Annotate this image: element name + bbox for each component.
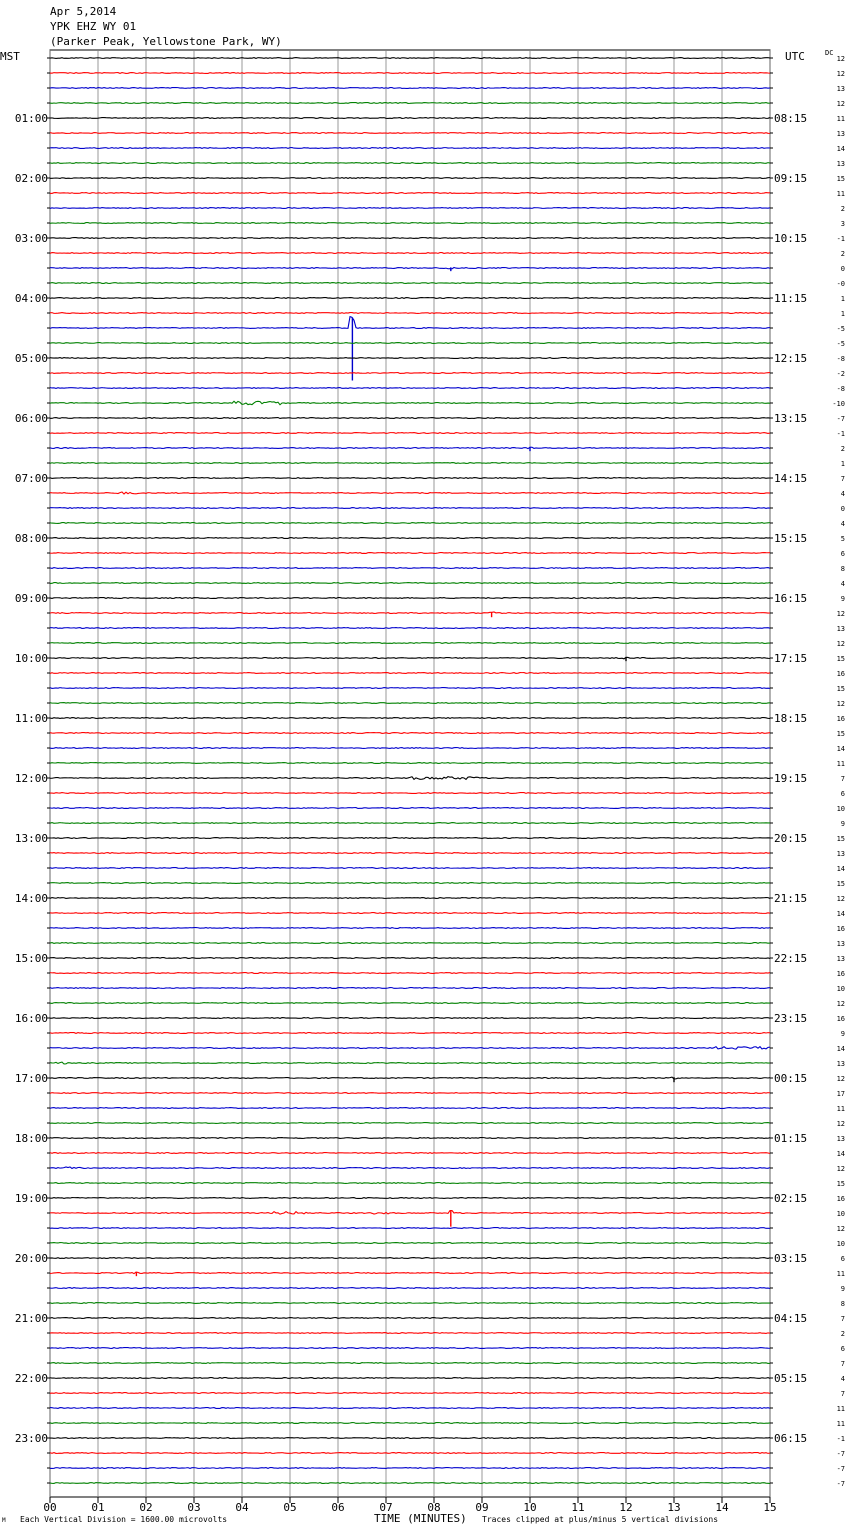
dc-offset-value: 4 — [840, 520, 845, 528]
left-hour-label: 23:00 — [14, 1432, 48, 1445]
clip-note: Traces clipped at plus/minus 5 vertical divisions — [482, 1515, 719, 1524]
left-hour-label: 12:00 — [14, 772, 48, 785]
left-hour-label: 21:00 — [14, 1312, 48, 1325]
trace-line — [50, 612, 770, 613]
trace-line — [50, 763, 770, 764]
dc-offset-value: 12 — [836, 70, 845, 78]
dc-offset-value: -0 — [836, 280, 845, 288]
dc-offset-value: 11 — [836, 115, 845, 123]
date-label: Apr 5,2014 — [50, 5, 117, 18]
right-hour-label: 13:15 — [774, 412, 808, 425]
dc-offset-value: 15 — [836, 730, 845, 738]
dc-offset-value: -8 — [836, 385, 845, 393]
dc-offset-value: 7 — [840, 1315, 845, 1323]
x-tick-label: 06 — [331, 1501, 345, 1514]
dc-offset-value: 13 — [836, 130, 845, 138]
trace-line — [50, 418, 770, 419]
trace-line — [50, 1108, 770, 1109]
dc-offset-value: 12 — [836, 1225, 845, 1233]
left-hour-label: 03:00 — [14, 232, 48, 245]
dc-offset-value: 11 — [836, 190, 845, 198]
trace-line — [50, 688, 770, 689]
dc-offset-value: 16 — [836, 970, 845, 978]
dc-offset-value: 16 — [836, 670, 845, 678]
left-hour-label: 09:00 — [14, 592, 48, 605]
trace-line — [50, 703, 770, 704]
left-hour-label: 14:00 — [14, 892, 48, 905]
dc-offset-value: 10 — [836, 985, 845, 993]
right-hour-label: 16:15 — [774, 592, 808, 605]
trace-line — [50, 283, 770, 284]
trace-line — [50, 1288, 770, 1289]
dc-offset-value: 6 — [840, 1255, 845, 1263]
dc-offset-value: 0 — [840, 265, 845, 273]
dc-offset-value: 4 — [840, 1375, 845, 1383]
trace-line — [50, 1258, 770, 1259]
trace-line — [50, 1062, 770, 1064]
trace-line — [50, 1483, 770, 1484]
trace-line — [50, 253, 770, 254]
dc-offset-value: -1 — [836, 1435, 845, 1443]
dc-offset-value: 12 — [836, 640, 845, 648]
dc-offset-value: 9 — [840, 820, 845, 828]
trace-line — [50, 988, 770, 989]
trace-line — [50, 148, 770, 149]
trace-line — [50, 313, 770, 314]
dc-offset-value: 1 — [840, 310, 845, 318]
trace-line — [50, 508, 770, 509]
right-hour-label: 23:15 — [774, 1012, 808, 1025]
trace-line — [50, 103, 770, 104]
trace-line — [50, 838, 770, 839]
right-hour-label: 05:15 — [774, 1372, 808, 1385]
station-label: YPK EHZ WY 01 — [50, 20, 137, 33]
trace-line — [50, 1183, 770, 1184]
trace-line — [50, 598, 770, 599]
dc-offset-value: 11 — [836, 1405, 845, 1413]
dc-offset-value: 4 — [840, 490, 845, 498]
dc-offset-value: 2 — [840, 205, 845, 213]
right-hour-label: 08:15 — [774, 112, 808, 125]
left-hour-label: 02:00 — [14, 172, 48, 185]
x-tick-label: 05 — [283, 1501, 297, 1514]
trace-line — [50, 343, 770, 344]
trace-line — [50, 358, 770, 359]
trace-line — [50, 628, 770, 629]
dc-offset-value: -7 — [836, 415, 845, 423]
dc-offset-value: 16 — [836, 715, 845, 723]
x-tick-label: 01 — [91, 1501, 105, 1514]
dc-offset-value: 11 — [836, 760, 845, 768]
trace-line — [50, 223, 770, 224]
left-hour-label: 10:00 — [14, 652, 48, 665]
x-axis-title: TIME (MINUTES) — [374, 1512, 467, 1525]
trace-line — [50, 958, 770, 959]
dc-offset-header: DC — [825, 49, 834, 57]
trace-line — [50, 1378, 770, 1379]
dc-offset-value: 9 — [840, 1030, 845, 1038]
dc-offset-value: 2 — [840, 445, 845, 453]
dc-offset-value: 12 — [836, 700, 845, 708]
right-hour-label: 14:15 — [774, 472, 808, 485]
trace-line — [50, 88, 770, 89]
right-hour-label: 00:15 — [774, 1072, 808, 1085]
right-hour-label: 21:15 — [774, 892, 808, 905]
dc-offset-value: 17 — [836, 1090, 845, 1098]
dc-offset-value: 12 — [836, 100, 845, 108]
left-hour-label: 20:00 — [14, 1252, 48, 1265]
dc-offset-value: 5 — [840, 535, 845, 543]
dc-offset-value: 10 — [836, 1210, 845, 1218]
trace-line — [50, 401, 770, 404]
trace-line — [50, 178, 770, 179]
trace-line — [50, 447, 770, 449]
dc-offset-value: 12 — [836, 1165, 845, 1173]
dc-offset-value: 9 — [840, 595, 845, 603]
trace-line — [50, 523, 770, 524]
right-hour-label: 04:15 — [774, 1312, 808, 1325]
dc-offset-value: 13 — [836, 940, 845, 948]
x-tick-label: 15 — [763, 1501, 777, 1514]
dc-offset-value: 1 — [840, 295, 845, 303]
trace-line — [50, 1468, 770, 1469]
trace-line — [50, 1211, 770, 1215]
dc-offset-value: 2 — [840, 250, 845, 258]
trace-line — [50, 1153, 770, 1154]
trace-line — [50, 1077, 770, 1079]
trace-line — [50, 1123, 770, 1124]
left-hour-label: 11:00 — [14, 712, 48, 725]
trace-line — [50, 1438, 770, 1439]
right-hour-label: 15:15 — [774, 532, 808, 545]
dc-offset-value: -5 — [836, 340, 845, 348]
left-hour-label: 16:00 — [14, 1012, 48, 1025]
trace-line — [50, 1363, 770, 1364]
trace-line — [50, 118, 770, 119]
trace-line — [50, 657, 770, 659]
dc-offset-value: 8 — [840, 565, 845, 573]
trace-line — [50, 238, 770, 239]
trace-line — [50, 718, 770, 719]
dc-offset-value: 14 — [836, 910, 845, 918]
dc-offset-value: 13 — [836, 955, 845, 963]
right-hour-label: 12:15 — [774, 352, 808, 365]
left-hour-label: 05:00 — [14, 352, 48, 365]
dc-offset-value: -1 — [836, 235, 845, 243]
right-hour-label: 10:15 — [774, 232, 808, 245]
scale-note: Each Vertical Division = 1600.00 microvolts — [20, 1515, 228, 1524]
trace-line — [50, 973, 770, 974]
trace-line — [50, 478, 770, 479]
dc-offset-value: 11 — [836, 1105, 845, 1113]
left-hour-label: 07:00 — [14, 472, 48, 485]
x-tick-label: 02 — [139, 1501, 153, 1514]
trace-line — [50, 868, 770, 869]
left-hour-label: 13:00 — [14, 832, 48, 845]
dc-offset-value: 16 — [836, 1195, 845, 1203]
trace-line — [50, 777, 770, 780]
dc-offset-value: 2 — [840, 1330, 845, 1338]
left-hour-label: 15:00 — [14, 952, 48, 965]
dc-offset-value: 3 — [840, 220, 845, 228]
dc-offset-value: 15 — [836, 685, 845, 693]
x-tick-label: 04 — [235, 1501, 249, 1514]
trace-line — [50, 1348, 770, 1349]
x-tick-label: 14 — [715, 1501, 729, 1514]
dc-offset-value: 15 — [836, 655, 845, 663]
dc-offset-value: -10 — [832, 400, 845, 408]
corner-mark: M — [2, 1517, 6, 1524]
trace-line — [50, 898, 770, 899]
dc-offset-value: 6 — [840, 790, 845, 798]
dc-offset-value: -2 — [836, 370, 845, 378]
dc-offset-value: 15 — [836, 1180, 845, 1188]
trace-line — [50, 388, 770, 389]
trace-line — [50, 1318, 770, 1319]
dc-offset-value: 12 — [836, 1120, 845, 1128]
trace-line — [50, 733, 770, 734]
right-hour-label: 20:15 — [774, 832, 808, 845]
dc-offset-value: -7 — [836, 1450, 845, 1458]
left-hour-label: 18:00 — [14, 1132, 48, 1145]
dc-offset-value: -8 — [836, 355, 845, 363]
trace-line — [50, 163, 770, 164]
dc-offset-value: 15 — [836, 880, 845, 888]
trace-line — [50, 1198, 770, 1199]
left-timezone-label: MST — [0, 50, 20, 63]
dc-offset-value: 1 — [840, 460, 845, 468]
dc-offset-value: 13 — [836, 85, 845, 93]
plot-frame — [50, 50, 770, 1497]
dc-offset-value: 15 — [836, 835, 845, 843]
dc-offset-value: 16 — [836, 1015, 845, 1023]
dc-offset-value: 13 — [836, 160, 845, 168]
trace-line — [50, 1393, 770, 1394]
dc-offset-value: 7 — [840, 1360, 845, 1368]
location-label: (Parker Peak, Yellowstone Park, WY) — [50, 35, 282, 48]
trace-line — [50, 1408, 770, 1409]
right-hour-label: 03:15 — [774, 1252, 808, 1265]
trace-line — [50, 943, 770, 944]
trace-line — [50, 553, 770, 554]
dc-offset-value: 11 — [836, 1270, 845, 1278]
left-hour-label: 08:00 — [14, 532, 48, 545]
trace-line — [50, 1423, 770, 1424]
dc-offset-value: 0 — [840, 505, 845, 513]
dc-offset-value: 7 — [840, 1390, 845, 1398]
x-tick-label: 08 — [427, 1501, 441, 1514]
trace-line — [50, 1228, 770, 1229]
dc-offset-value: 12 — [836, 1075, 845, 1083]
x-tick-label: 12 — [619, 1501, 633, 1514]
right-hour-label: 22:15 — [774, 952, 808, 965]
dc-offset-value: 12 — [836, 55, 845, 63]
dc-offset-value: 6 — [840, 1345, 845, 1353]
dc-offset-value: -7 — [836, 1465, 845, 1473]
right-hour-label: 19:15 — [774, 772, 808, 785]
trace-line — [50, 463, 770, 464]
trace-line — [50, 1453, 770, 1454]
dc-offset-value: 14 — [836, 865, 845, 873]
trace-line — [50, 568, 770, 569]
dc-offset-value: 9 — [840, 1285, 845, 1293]
trace-line — [50, 808, 770, 809]
right-timezone-label: UTC — [785, 50, 805, 63]
x-tick-label: 00 — [43, 1501, 57, 1514]
right-hour-label: 17:15 — [774, 652, 808, 665]
trace-line — [50, 883, 770, 884]
trace-line — [50, 298, 770, 299]
trace-line — [50, 433, 770, 434]
dc-offset-value: 13 — [836, 625, 845, 633]
dc-offset-value: 13 — [836, 850, 845, 858]
left-hour-label: 17:00 — [14, 1072, 48, 1085]
dc-offset-value: 6 — [840, 550, 845, 558]
trace-line — [50, 1047, 770, 1049]
trace-line — [50, 673, 770, 674]
trace-line — [50, 1018, 770, 1019]
trace-line — [50, 823, 770, 824]
trace-line — [50, 748, 770, 749]
dc-offset-value: 8 — [840, 1300, 845, 1308]
right-hour-label: 06:15 — [774, 1432, 808, 1445]
trace-line — [50, 538, 770, 539]
left-hour-label: 04:00 — [14, 292, 48, 305]
trace-line — [50, 1303, 770, 1304]
dc-offset-value: -7 — [836, 1480, 845, 1488]
dc-offset-value: 12 — [836, 1000, 845, 1008]
trace-line — [50, 133, 770, 134]
trace-line — [50, 1272, 770, 1274]
x-tick-label: 10 — [523, 1501, 537, 1514]
left-hour-label: 06:00 — [14, 412, 48, 425]
dc-offset-value: 12 — [836, 610, 845, 618]
trace-line — [50, 1033, 770, 1034]
trace-line — [50, 1167, 770, 1169]
left-hour-label: 19:00 — [14, 1192, 48, 1205]
trace-line — [50, 193, 770, 194]
trace-line — [50, 793, 770, 794]
x-tick-label: 07 — [379, 1501, 393, 1514]
x-tick-label: 11 — [571, 1501, 585, 1514]
trace-line — [50, 317, 770, 329]
right-hour-label: 01:15 — [774, 1132, 808, 1145]
dc-offset-value: 4 — [840, 580, 845, 588]
dc-offset-value: -5 — [836, 325, 845, 333]
right-hour-label: 02:15 — [774, 1192, 808, 1205]
left-hour-label: 01:00 — [14, 112, 48, 125]
trace-line — [50, 1093, 770, 1094]
dc-offset-value: 13 — [836, 1060, 845, 1068]
trace-line — [50, 1003, 770, 1004]
trace-line — [50, 208, 770, 209]
trace-line — [50, 643, 770, 644]
trace-line — [50, 583, 770, 584]
dc-offset-value: 7 — [840, 475, 845, 483]
trace-line — [50, 492, 770, 494]
x-tick-label: 09 — [475, 1501, 489, 1514]
dc-offset-value: 13 — [836, 1135, 845, 1143]
trace-line — [50, 853, 770, 854]
dc-offset-value: 7 — [840, 775, 845, 783]
trace-line — [50, 1138, 770, 1139]
trace-line — [50, 73, 770, 74]
dc-offset-value: 14 — [836, 145, 845, 153]
dc-offset-value: 10 — [836, 805, 845, 813]
trace-line — [50, 373, 770, 374]
trace-line — [50, 928, 770, 929]
right-hour-label: 18:15 — [774, 712, 808, 725]
x-tick-label: 13 — [667, 1501, 681, 1514]
right-hour-label: 09:15 — [774, 172, 808, 185]
dc-offset-value: 10 — [836, 1240, 845, 1248]
trace-line — [50, 1243, 770, 1244]
trace-line — [50, 1333, 770, 1334]
right-hour-label: 11:15 — [774, 292, 808, 305]
dc-offset-value: 14 — [836, 745, 845, 753]
dc-offset-value: -1 — [836, 430, 845, 438]
dc-offset-value: 12 — [836, 895, 845, 903]
dc-offset-value: 14 — [836, 1045, 845, 1053]
dc-offset-value: 11 — [836, 1420, 845, 1428]
trace-line — [50, 913, 770, 914]
trace-line — [50, 267, 770, 268]
trace-line — [50, 58, 770, 59]
dc-offset-value: 16 — [836, 925, 845, 933]
x-tick-label: 03 — [187, 1501, 201, 1514]
left-hour-label: 22:00 — [14, 1372, 48, 1385]
dc-offset-value: 15 — [836, 175, 845, 183]
dc-offset-value: 14 — [836, 1150, 845, 1158]
